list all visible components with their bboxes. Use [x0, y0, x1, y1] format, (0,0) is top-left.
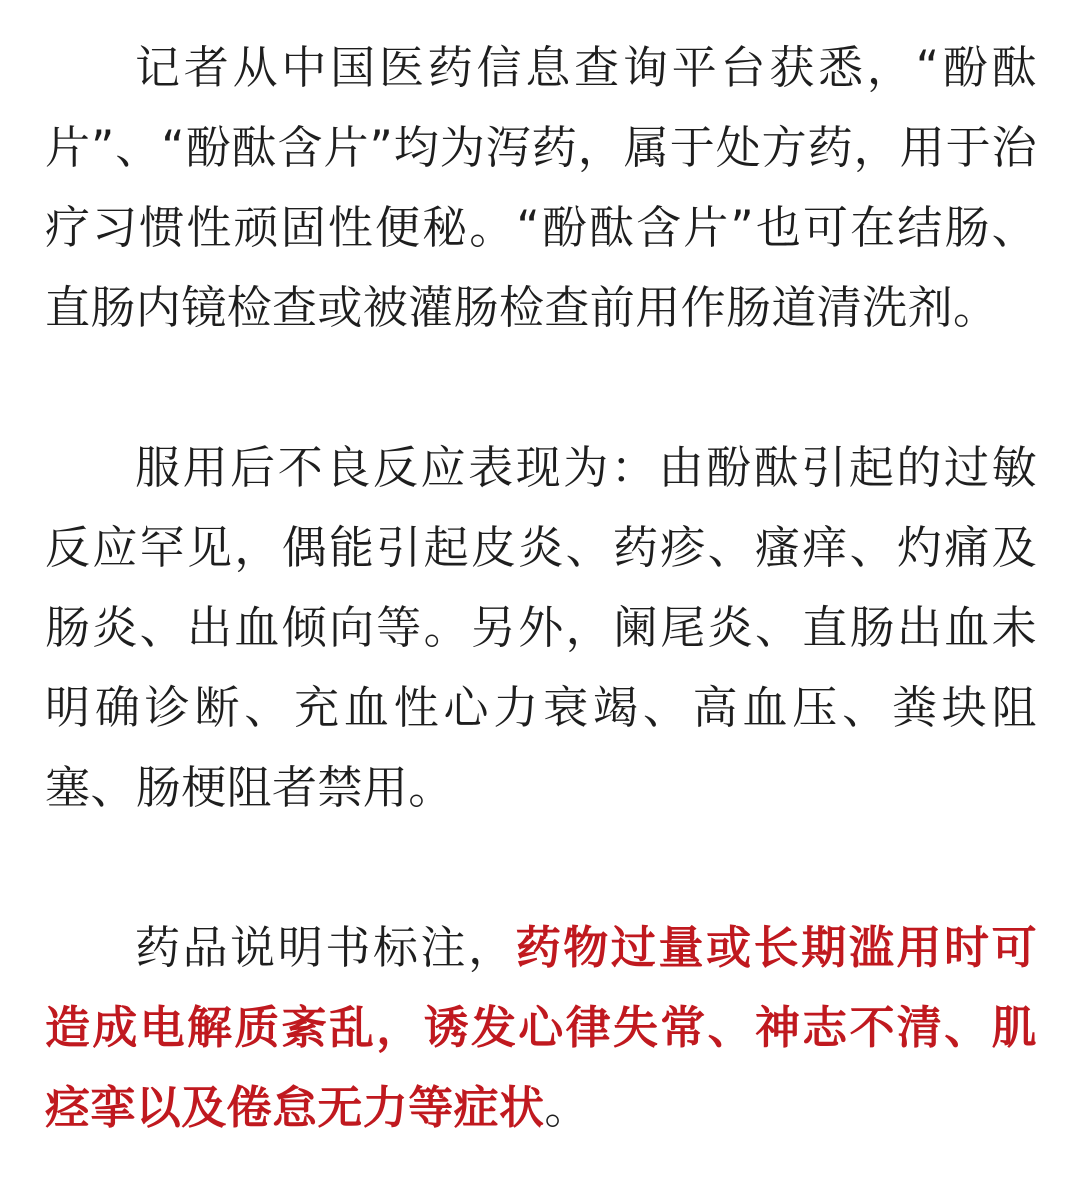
paragraph-drug-overview: 记者从中国医药信息查询平台获悉，“酚酞片”、“酚酞含片”均为泻药，属于处方药，用于治疗习惯性顽固性便秘。“酚酞含片”也可在结肠、直肠内镜检查或被灌肠检查前用作肠道清洗剂。 — [45, 41, 1037, 334]
paragraph-adverse-reactions: 服用后不良反应表现为：由酚酞引起的过敏反应罕见，偶能引起皮炎、药疹、瘙痒、灼痛及肠炎、出血倾向等。另外，阑尾炎、直肠出血未明确诊断、充血性心力衰竭、高血压、粪块阻塞、肠梗阻者禁用。 — [45, 441, 1037, 814]
paragraph-package-insert-warning — [45, 908, 1037, 1148]
paragraph-spacer — [45, 828, 1037, 908]
warning-tail-text: 。 — [544, 1081, 590, 1134]
article-body — [45, 28, 1037, 1148]
warning-lead-text: 药品说明书标注， — [135, 921, 516, 974]
warning-highlight-text: 药物过量或长期滥用时可造成电解质紊乱，诱发心律失常、神志不清、肌痉挛以及倦怠无力等症状 — [45, 921, 1038, 1134]
paragraph-spacer — [45, 348, 1037, 428]
